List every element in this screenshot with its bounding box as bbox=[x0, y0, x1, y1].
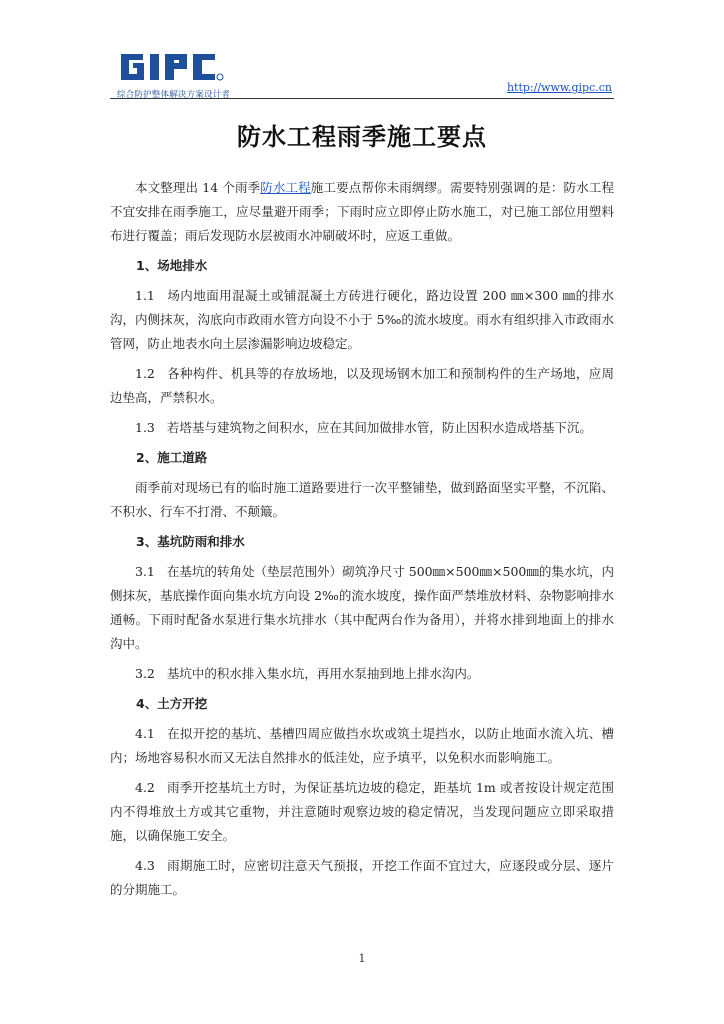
section-heading-1: 1、场地排水 bbox=[136, 258, 208, 273]
item-number: 1.1 bbox=[135, 288, 155, 303]
gipc-logo bbox=[117, 48, 247, 98]
section-heading-4: 4、土方开挖 bbox=[136, 696, 208, 711]
page-title: 防水工程雨季施工要点 bbox=[237, 123, 487, 151]
document-body bbox=[110, 176, 614, 908]
logo-subtitle: 综合防护整体解决方案设计者 bbox=[117, 90, 231, 100]
item-number: 3.1 bbox=[135, 564, 155, 579]
item-text: 各种构件、机具等的存放场地，以及现场钢木加工和预制构件的生产场地，应周边垫高，严禁积水。 bbox=[110, 366, 614, 405]
paragraph-2: 雨季前对现场已有的临时施工道路要进行一次平整铺垫，做到路面坚实平整，不沉陷、不积水、行车不打滑、不颠簸。 bbox=[110, 480, 614, 519]
item-number: 3.2 bbox=[135, 666, 155, 681]
intro-text-end: 施工要点帮你未雨绸缪。需要特别强调的是：防水工程不宜安排在雨季施工，应尽量避开雨季；下雨时应立即停止防水施工，对已施工部位用塑料布进行覆盖；雨后发现防水层被雨水冲刷破坏时，应返工重做。 bbox=[110, 180, 614, 243]
paragraph-4-1 bbox=[110, 722, 614, 770]
item-text: 在拟开挖的基坑、基槽四周应做挡水坎或筑土堤挡水，以防止地面水流入坑、槽内；场地容易积水而又无法自然排水的低洼处，应予填平，以免积水而影响施工。 bbox=[110, 726, 614, 765]
page-number: 1 bbox=[358, 952, 366, 965]
item-number: 1.2 bbox=[135, 366, 155, 381]
website-link[interactable]: http://www.gipc.cn bbox=[506, 81, 612, 94]
section-heading-2: 2、施工道路 bbox=[136, 450, 208, 465]
item-text: 在基坑的转角处（垫层范围外）砌筑净尺寸 500㎜×500㎜×500㎜的集水坑，内侧抹灰，基底操作面向集水坑方向设 2‰的流水坡度，操作面严禁堆放材料、杂物影响排水通畅。下雨时配备水泵进行集水坑排水（其中配两台作为备用），并将水排到地面上的排水沟中。 bbox=[110, 564, 614, 651]
section-heading-3: 3、基坑防雨和排水 bbox=[136, 534, 245, 549]
item-text: 场内地面用混凝土或铺混凝土方砖进行硬化，路边设置 200 ㎜×300 ㎜的排水沟，内侧抹灰，沟底向市政雨水管方向设不小于 5‰的流水坡度。雨水有组织排入市政雨水管网，防止地表水向土层渗漏影响边坡稳定。 bbox=[110, 288, 614, 351]
item-number: 4.3 bbox=[135, 858, 155, 873]
paragraph-4-3 bbox=[110, 854, 614, 902]
waterproof-link[interactable]: 防水工程 bbox=[260, 180, 311, 195]
header-divider bbox=[110, 98, 614, 99]
item-number: 1.3 bbox=[135, 420, 155, 435]
item-number: 4.2 bbox=[135, 780, 155, 795]
item-text: 雨季开挖基坑土方时，为保证基坑边坡的稳定，距基坑 1m 或者按设计规定范围内不得堆放土方或其它重物，并注意随时观察边坡的稳定情况，当发现问题应立即采取措施，以确保施工安全。 bbox=[110, 780, 614, 843]
paragraph-3-1 bbox=[110, 560, 614, 656]
paragraph-1-2 bbox=[110, 362, 614, 410]
item-text: 基坑中的积水排入集水坑，再用水泵抽到地上排水沟内。 bbox=[166, 666, 480, 681]
paragraph-1-1 bbox=[110, 284, 614, 356]
intro-paragraph bbox=[110, 176, 614, 248]
gipc-logo-mark bbox=[117, 48, 237, 86]
intro-text-start: 本文整理出 14 个雨季 bbox=[135, 180, 261, 195]
item-number: 4.1 bbox=[135, 726, 155, 741]
paragraph-1-3 bbox=[110, 416, 614, 440]
item-text: 雨期施工时，应密切注意天气预报，开挖工作面不宜过大，应逐段或分层、逐片的分期施工。 bbox=[110, 858, 614, 897]
paragraph-4-2 bbox=[110, 776, 614, 848]
item-text: 若塔基与建筑物之间积水，应在其间加做排水管，防止因积水造成塔基下沉。 bbox=[166, 420, 592, 435]
paragraph-3-2 bbox=[110, 662, 614, 686]
